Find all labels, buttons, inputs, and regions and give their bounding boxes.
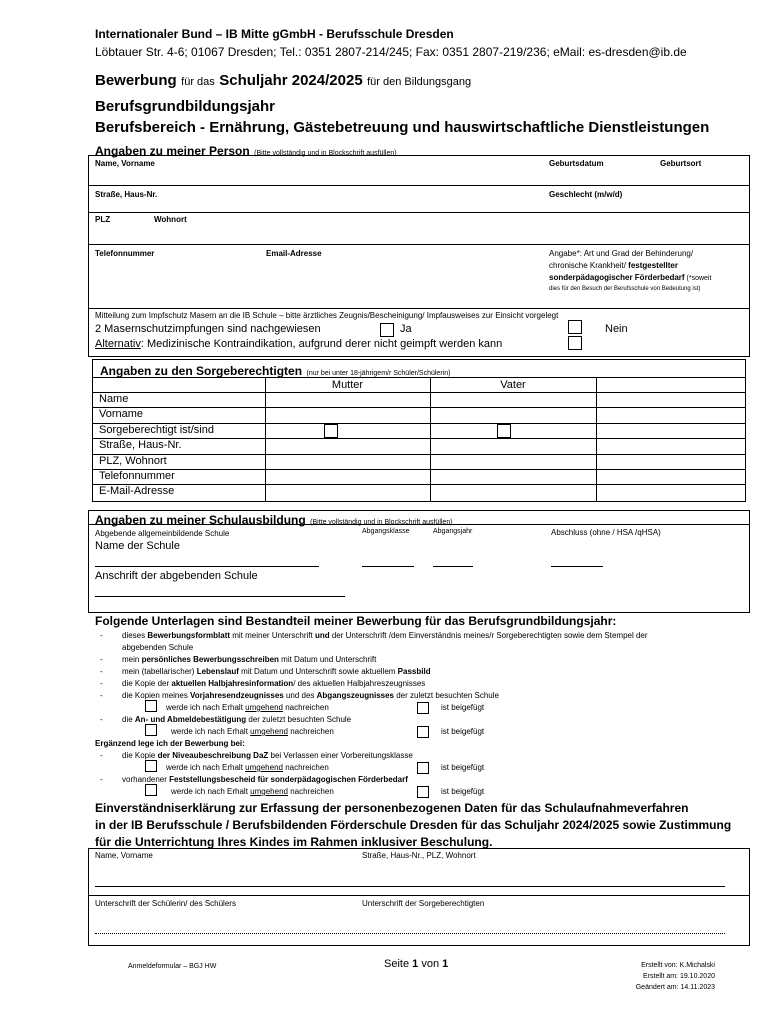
item-feststellungsbescheid xyxy=(122,775,408,784)
angabe-line2 xyxy=(549,261,678,270)
col-mutter: Mutter xyxy=(331,379,364,391)
t: werde ich nach Erhalt xyxy=(166,703,246,712)
einv-label-anschrift: Straße, Haus-Nr., PLZ, Wohnort xyxy=(362,851,476,860)
bullet: - xyxy=(100,775,103,784)
niveau-beigefuegt: ist beigefügt xyxy=(441,763,485,772)
t: persönliches Bewerbungsschreiben xyxy=(141,655,279,664)
line-abgangsjahr[interactable] xyxy=(433,566,473,567)
item-anabmeldung xyxy=(122,715,351,724)
item-niveau xyxy=(122,751,413,760)
t: die Kopien meines xyxy=(122,691,191,700)
anabmeldung-beigefuegt-checkbox[interactable] xyxy=(417,726,429,738)
title-bgj: Berufsgrundbildungsjahr xyxy=(95,98,275,115)
t: mit Datum und Unterschrift xyxy=(278,655,377,664)
title-bildungsgang: für den Bildungsgang xyxy=(367,76,472,88)
divider xyxy=(92,392,746,393)
label-anschrift-schule: Anschrift der abgebenden Schule xyxy=(95,570,258,582)
item-halbjahresinformation xyxy=(122,679,425,688)
masern-ja-label: Ja xyxy=(400,323,412,335)
t: bei Verlassen einer Vorbereitungsklasse xyxy=(268,751,413,760)
sorge-row-label: Sorgeberechtigt ist/sind xyxy=(99,423,214,436)
footer-page xyxy=(384,958,448,970)
label-email: Email-Adresse xyxy=(266,249,322,258)
alternativ-line xyxy=(95,338,502,350)
t: der Unterschrift /dem Einverständnis meines/r Sorgeberechtigten sowie dem Stempel der xyxy=(329,631,648,640)
zeugnisse-beigefuegt: ist beigefügt xyxy=(441,703,485,712)
einv-line-name[interactable] xyxy=(95,886,725,887)
item-zeugnisse xyxy=(122,691,499,700)
label-name-schule: Name der Schule xyxy=(95,540,180,552)
title-fuer-das: für das xyxy=(181,76,215,88)
org-name: Internationaler Bund – IB Mitte gGmbH - Berufsschule Dresden xyxy=(95,27,454,41)
t: dieses xyxy=(122,631,148,640)
sorge-row-label: E-Mail-Adresse xyxy=(99,485,175,498)
t: 1 xyxy=(442,958,449,970)
footer-left: Anmeldeformular – BGJ HW xyxy=(128,963,217,970)
t: die xyxy=(122,715,135,724)
masern-nein-checkbox[interactable] xyxy=(568,320,582,334)
label-plz: PLZ xyxy=(95,215,111,224)
angabe-line3 xyxy=(549,273,711,282)
t: von xyxy=(418,958,443,970)
angabe-l3a: sonderpädagogischer Förderbedarf xyxy=(549,273,685,282)
divider xyxy=(88,244,750,245)
t: mein xyxy=(122,655,142,664)
kontraindikation-checkbox[interactable] xyxy=(568,336,582,350)
angabe-l2a: chronische Krankheit/ xyxy=(549,261,629,270)
sorge-row-label: Vorname xyxy=(99,408,144,421)
bullet: - xyxy=(100,715,103,724)
divider xyxy=(88,895,750,896)
sorge-row-label: Telefonnummer xyxy=(99,470,175,482)
unterlagen-heading: Folgende Unterlagen sind Bestandteil meiner Bewerbung für das Berufsgrundbildungsjahr: xyxy=(95,614,617,628)
t: mein (tabellarischer) xyxy=(122,667,197,676)
t: werde ich nach Erhalt xyxy=(166,763,246,772)
label-wohnort: Wohnort xyxy=(154,215,187,224)
angabe-line1: Angabe*: Art und Grad der Behinderung/ xyxy=(549,249,694,258)
sorge-vater-checkbox[interactable] xyxy=(497,424,511,438)
bullet: - xyxy=(100,667,103,676)
t: Bewerbungsformblatt xyxy=(147,631,231,640)
masern-intro: Mitteilung zum Impfschutz Masern an die IB Schule – bitte ärztliches Zeugnis/Bescheinigung/ Impfausweises zur Einsicht vorgelegt xyxy=(95,311,559,320)
sorge-row-divider xyxy=(92,423,746,424)
footer-geaendert: Geändert am: 14.11.2023 xyxy=(635,984,715,991)
t: 1 xyxy=(412,958,419,970)
bullet: - xyxy=(100,691,103,700)
t: die Kopie der xyxy=(122,679,172,688)
angabe-line4: dies für den Besuch der Berufsschule von Bedeutung ist) xyxy=(549,286,701,292)
t: Lebenslauf xyxy=(196,667,239,676)
sorge-row-divider xyxy=(92,469,746,470)
label-geburtsort: Geburtsort xyxy=(660,159,702,168)
einv-line-unterschrift[interactable] xyxy=(95,933,725,934)
t: nachreichen xyxy=(282,703,329,712)
t: Passbild xyxy=(397,667,431,676)
footer-erstellt-von: Erstellt von: K.Michalski xyxy=(641,962,715,969)
sorge-mutter-checkbox[interactable] xyxy=(324,424,338,438)
ergaenzend-heading: Ergänzend lege ich der Bewerbung bei: xyxy=(95,739,245,748)
angabe-l2b: festgestellter xyxy=(628,261,678,270)
einv-line3: für die Unterrichtung Ihres Kindes im Rahmen inklusiver Beschulung. xyxy=(95,835,493,849)
label-geburtsdatum: Geburtsdatum xyxy=(549,159,604,168)
t: werde ich nach Erhalt xyxy=(171,727,251,736)
item-bewerbungsformblatt xyxy=(122,631,648,640)
masern-ja-checkbox[interactable] xyxy=(380,323,394,337)
bullet: - xyxy=(100,655,103,664)
t: Feststellungsbescheid für sonderpädagogischen Förderbedarf xyxy=(169,775,408,784)
feststellung-nachreichen xyxy=(171,787,334,796)
t: mit Datum und Unterschrift sowie aktuellem xyxy=(238,667,398,676)
divider xyxy=(88,185,750,186)
zeugnisse-beigefuegt-checkbox[interactable] xyxy=(417,702,429,714)
sorge-row-label: Straße, Haus-Nr. xyxy=(99,439,182,452)
schule-hint: (Bitte vollständig und in Blockschrift ausfüllen) xyxy=(310,519,453,526)
sorge-row-divider xyxy=(92,454,746,455)
t: Vorjahresendzeugnisses xyxy=(190,691,284,700)
sorge-row-divider xyxy=(92,438,746,439)
bullet: - xyxy=(100,631,103,640)
alternativ-rest: : Medizinische Kontraindikation, aufgrund derer nicht geimpft werden kann xyxy=(140,338,503,350)
einv-box xyxy=(88,848,750,946)
t: der zuletzt besuchten Schule xyxy=(246,715,352,724)
divider xyxy=(88,308,750,309)
niveau-nachreichen xyxy=(166,763,329,772)
t: umgehend xyxy=(250,787,288,796)
sorge-row-divider xyxy=(92,407,746,408)
line-anschrift-schule[interactable] xyxy=(95,596,345,597)
masern-line: 2 Masernschutzimpfungen sind nachgewiesen xyxy=(95,323,321,335)
einv-line2: in der IB Berufsschule / Berufsbildenden Förderschule Dresden für das Schuljahr 2024/2025 sowie Zustimmung xyxy=(95,818,732,832)
t: umgehend xyxy=(245,703,283,712)
t: nachreichen xyxy=(287,727,334,736)
t: / des aktuellen Halbjahreszeugnisses xyxy=(293,679,426,688)
feststellung-beigefuegt-checkbox[interactable] xyxy=(417,786,429,798)
person-heading: Angaben zu meiner Person xyxy=(95,144,250,158)
angabe-l3b: (*soweit xyxy=(684,275,712,282)
t: Abgangszeugnisses xyxy=(316,691,394,700)
label-strasse: Straße, Haus-Nr. xyxy=(95,190,158,199)
label-telefon: Telefonnummer xyxy=(95,249,155,258)
col-vater: Vater xyxy=(500,379,526,391)
sorge-row-divider xyxy=(92,484,746,485)
line-abschluss[interactable] xyxy=(551,566,603,567)
zeugnisse-nachreichen-checkbox[interactable] xyxy=(145,700,157,712)
anabmeldung-beigefuegt: ist beigefügt xyxy=(441,727,485,736)
t: nachreichen xyxy=(282,763,329,772)
label-geschlecht: Geschlecht (m/w/d) xyxy=(549,190,623,199)
org-address: Löbtauer Str. 4-6; 01067 Dresden; Tel.: 0351 2807-214/245; Fax: 0351 2807-219/236; eMail: es-dresden@ib.de xyxy=(95,45,687,59)
label-abgebende: Abgebende allgemeinbildende Schule xyxy=(95,529,230,538)
divider xyxy=(92,377,746,378)
line-name-schule[interactable] xyxy=(95,566,319,567)
t: Seite xyxy=(384,958,413,970)
niveau-nachreichen-checkbox[interactable] xyxy=(145,760,157,772)
item-lebenslauf xyxy=(122,667,431,676)
feststellung-beigefuegt: ist beigefügt xyxy=(441,787,485,796)
anabmeldung-nachreichen-checkbox[interactable] xyxy=(145,724,157,736)
title-schuljahr: Schuljahr 2024/2025 xyxy=(219,72,363,89)
title-bewerbung: Bewerbung xyxy=(95,72,177,89)
masern-nein-label: Nein xyxy=(605,323,628,335)
anabmeldung-nachreichen xyxy=(171,727,334,736)
t: werde ich nach Erhalt xyxy=(171,787,251,796)
feststellung-nachreichen-checkbox[interactable] xyxy=(145,784,157,796)
t: und des xyxy=(283,691,317,700)
schule-heading: Angaben zu meiner Schulausbildung xyxy=(95,513,306,527)
bullet: - xyxy=(100,751,103,760)
t: vorhandener xyxy=(122,775,170,784)
item-bewerbungsschreiben xyxy=(122,655,376,664)
niveau-beigefuegt-checkbox[interactable] xyxy=(417,762,429,774)
sorge-row-label: Name xyxy=(99,393,129,405)
label-abgangsklasse: Abgangsklasse xyxy=(362,528,410,535)
einv-label-unterschrift-sorge: Unterschrift der Sorgeberechtigten xyxy=(362,899,485,908)
einv-label-name: Name, Vorname xyxy=(95,851,153,860)
sorge-heading: Angaben zu den Sorgeberechtigten xyxy=(100,364,303,378)
label-abgangsjahr: Abgangsjahr xyxy=(433,528,473,535)
t: die Kopie xyxy=(122,751,158,760)
t: und xyxy=(314,631,330,640)
zeugnisse-nachreichen xyxy=(166,703,329,712)
title-berufsbereich: Berufsbereich - Ernährung, Gästebetreuung und hauswirtschaftliche Dienstleistungen xyxy=(95,119,710,136)
person-hint: (Bitte vollständig und in Blockschrift ausfüllen) xyxy=(254,150,397,157)
t: nachreichen xyxy=(287,787,334,796)
t: der Niveaubeschreibung DaZ xyxy=(157,751,269,760)
divider xyxy=(88,212,750,213)
bullet: - xyxy=(100,679,103,688)
t: aktuellen Halbjahresinformation xyxy=(171,679,294,688)
label-name: Name, Vorname xyxy=(95,159,155,168)
line-abgangsklasse[interactable] xyxy=(362,566,414,567)
t: der zuletzt besuchten Schule xyxy=(394,691,499,700)
label-abschluss: Abschluss (ohne / HSA /qHSA) xyxy=(551,528,661,537)
footer-erstellt-am: Erstellt am: 19.10.2020 xyxy=(643,973,715,980)
einv-line1: Einverständniserklärung zur Erfassung der personenbezogenen Daten für das Schulaufnahmeverfahren xyxy=(95,801,689,815)
einv-label-unterschrift-schueler: Unterschrift der Schülerin/ des Schülers xyxy=(95,899,236,908)
sorge-row-label: PLZ, Wohnort xyxy=(99,454,167,467)
schule-heading-row xyxy=(95,511,453,529)
alternativ-word: Alternativ xyxy=(95,338,141,350)
t: umgehend xyxy=(245,763,283,772)
t: mit meiner Unterschrift xyxy=(230,631,315,640)
sorge-hint: (nur bei unter 18-jährigem/r Schüler/Schülerin) xyxy=(306,370,451,377)
t: umgehend xyxy=(250,727,288,736)
t: An- und Abmeldebestätigung xyxy=(134,715,247,724)
application-title xyxy=(95,72,471,90)
item-bewerbungsformblatt-cont: abgebenden Schule xyxy=(122,643,194,652)
